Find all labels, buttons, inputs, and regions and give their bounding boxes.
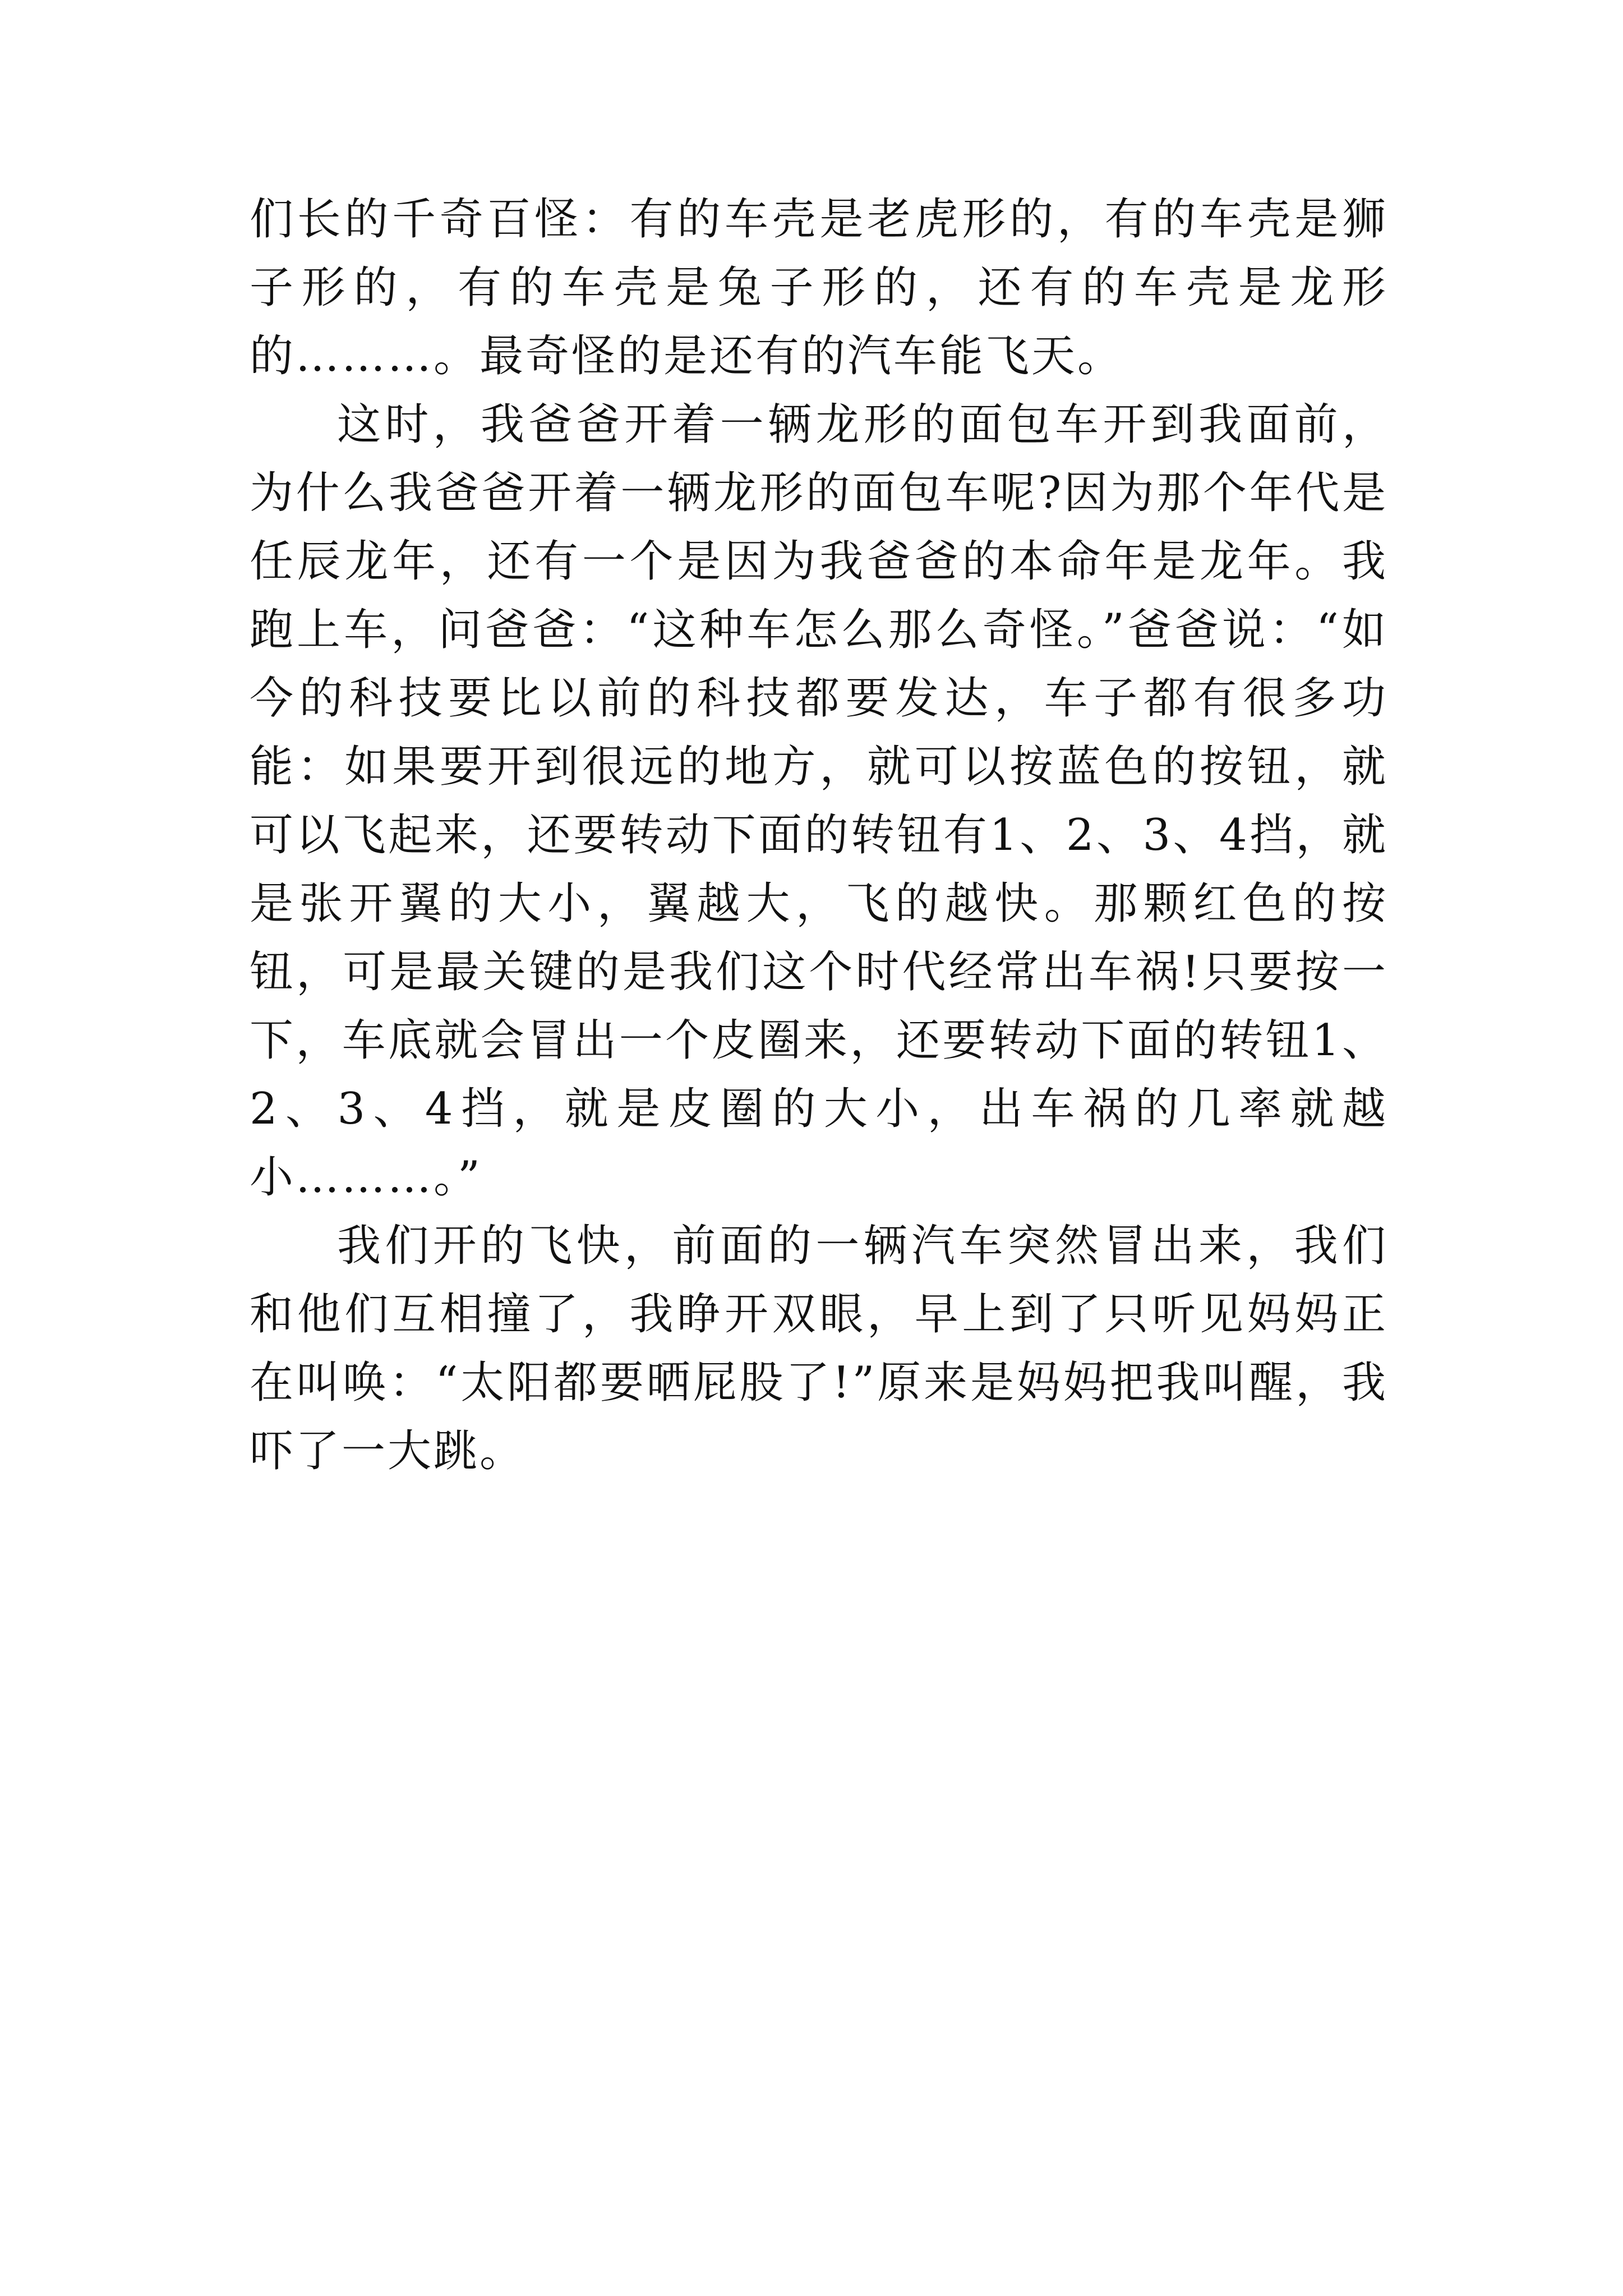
paragraph-2: 这时，我爸爸开着一辆龙形的面包车开到我面前，为什么我爸爸开着一辆龙形的面包车呢?因为那个年代是任辰龙年，还有一个是因为我爸爸的本命年是龙年。我跑上车，问爸爸：“这种车怎么那么奇怪。”爸爸说：“如今的科技要比以前的科技都要发达，车子都有很多功能：如果要开到很远的地方，就可以按蓝色的按钮，就可以飞起来，还要转动下面的转钮有1、2、3、4挡，就是张开翼的大小，翼越大，飞的越快。那颗红色的按钮，可是最关键的是我们这个时代经常出车祸!只要按一下，车底就会冒出一个皮圈来，还要转动下面的转钮1、2、3、4挡，就是皮圈的大小，出车祸的几率就越小………。” [250,399,1388,1203]
paragraph-3: 我们开的飞快，前面的一辆汽车突然冒出来，我们和他们互相撞了，我睁开双眼，早上到了只听见妈妈正在叫唤：“太阳都要晒屁股了!”原来是妈妈把我叫醒，我吓了一大跳。 [250,1221,1388,1476]
document-body [250,185,1388,1485]
paragraph-1: 们长的千奇百怪：有的车壳是老虎形的，有的车壳是狮子形的，有的车壳是兔子形的，还有的车壳是龙形的………。最奇怪的是还有的汽车能飞天。 [250,194,1388,381]
